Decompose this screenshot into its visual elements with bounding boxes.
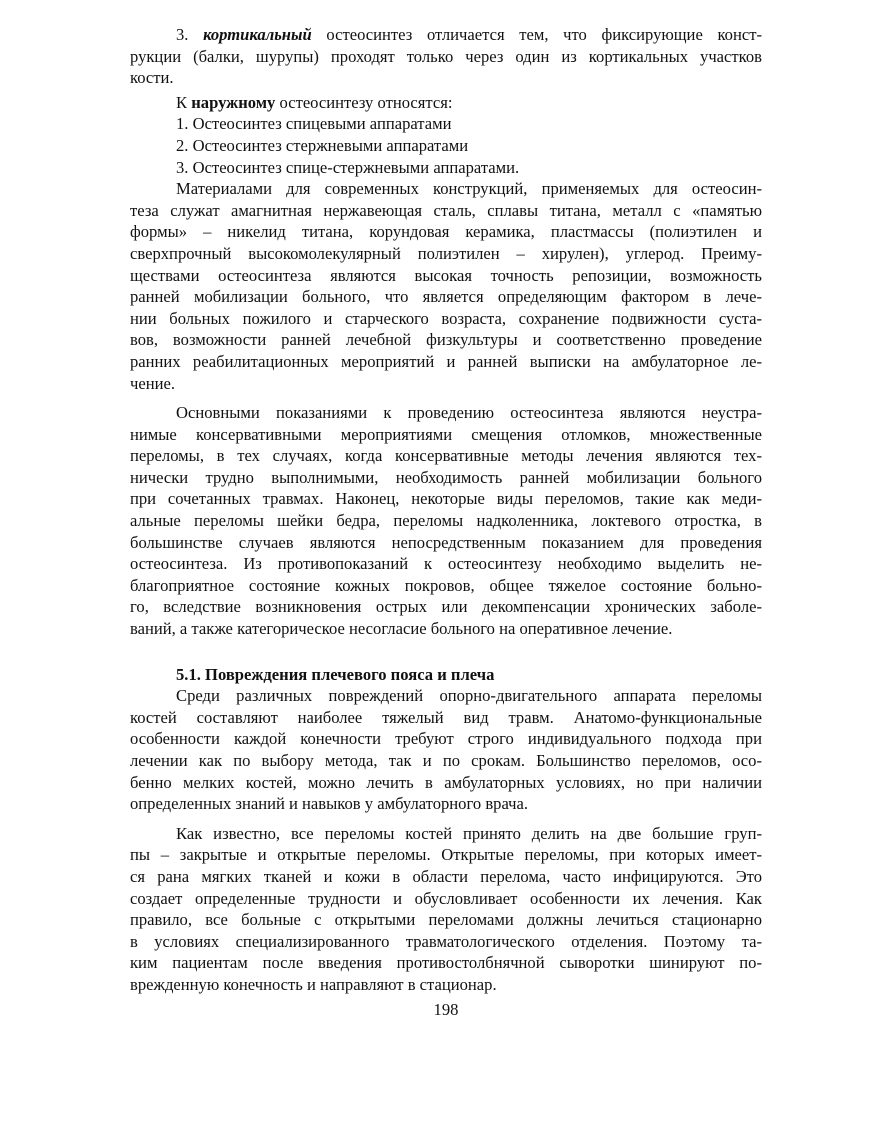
text-line: лечении как по выбору метода, так и по срокам. Большинство переломов, осо-	[130, 751, 762, 770]
paragraph-fractures-overview	[130, 685, 762, 815]
list-item: 1. Остеосинтез спицевыми аппаратами	[176, 114, 452, 134]
text-line: ществами остеосинтеза являются высокая точность репозиции, возможность	[130, 265, 762, 285]
text-line: го, вследствие возникновения острых или декомпенсации хронических заболе-	[130, 597, 762, 617]
text-line: Материалами для современных конструкций, применяемых для остеосин-	[176, 179, 762, 199]
text-line: Среди различных повреждений опорно-двигательного аппарата переломы	[176, 686, 762, 706]
text-line: при сочетанных травмах. Наконец, некоторые виды переломов, такие как меди-	[130, 489, 762, 509]
text-line: рукции (балки, шурупы) проходят только через один из кортикальных участков	[130, 46, 762, 66]
text-line: ся рана мягких тканей и кожи в области перелома, часто инфицируются. Это	[130, 866, 762, 886]
page-number: 198	[433, 1000, 459, 1019]
text-line: ранних реабилитационных мероприятий и ранней выписки на амбулаторное ле-	[130, 351, 762, 371]
text-line: ранней мобилизации больного, что является определяющим фактором в лече-	[130, 287, 762, 307]
text-line: формы» – никелид титана, корундовая керамика, пластмассы (полиэтилен и	[130, 222, 762, 242]
text-line: альные переломы шейки бедра, переломы надколенника, локтевого отростка, в	[130, 511, 762, 531]
text-line: костей составляют наиболее тяжелый вид травм. Анатомо-функциональные	[130, 707, 762, 727]
list-number: 3.	[176, 25, 204, 44]
text-line: пы – закрытые и открытые переломы. Открытые переломы, при которых имеет-	[130, 845, 762, 865]
text-line: остеосинтеза. Из противопоказаний к остеосинтезу необходимо выделить не-	[130, 554, 762, 574]
text-line: кости.	[130, 68, 174, 88]
text-line: вов, возможности ранней лечебной физкультуры и соответственно проведение	[130, 330, 762, 350]
text-line	[130, 92, 762, 114]
text-line: Основными показаниями к проведению остеосинтеза являются неустра-	[176, 403, 762, 423]
text-fragment: остеосинтез отличается тем, что фиксирующие конст-	[311, 25, 762, 44]
text-line: в условиях специализированного травматологического отделения. Поэтому та-	[130, 931, 762, 951]
list-item: 2. Остеосинтез стержневыми аппаратами	[176, 135, 469, 155]
text-line: особенности каждой конечности требуют строго индивидуального подхода при	[130, 729, 762, 749]
text-line: нимые консервативными мероприятиями смещения отломков, множественные	[130, 424, 762, 444]
paragraph-external-intro	[130, 92, 762, 114]
text-fragment: остеосинтезу относятся:	[275, 92, 453, 112]
text-line: нически трудно выполнимыми, необходимость ранней мобилизации больного	[130, 467, 762, 487]
text-line: бенно мелких костей, можно лечить в амбулаторных условиях, но при наличии	[130, 772, 762, 792]
text-line: ваний, а также категорическое несогласие больного на оперативное лечение.	[130, 619, 673, 639]
text-fragment: К	[176, 92, 192, 112]
text-line: определенных знаний и навыков у амбулаторного врача.	[130, 794, 529, 814]
text-line: переломы, в тех случаях, когда консервативные методы лечения являются тех-	[130, 446, 762, 466]
emphasized-term: наружному	[191, 92, 276, 112]
list-item: 3. Остеосинтез спице-стержневыми аппаратами.	[176, 157, 520, 177]
page-body	[130, 24, 762, 996]
section-title: 5.1. Повреждения плечевого пояса и плеча	[176, 664, 495, 684]
text-line: создает определенные трудности и обусловливает особенности их лечения. Как	[130, 888, 762, 908]
text-line: правило, все больные с открытыми переломами должны лечиться стационарно	[130, 910, 762, 930]
text-line: чение.	[130, 373, 175, 393]
text-line: теза служат амагнитная нержавеющая сталь, сплавы титана, металл с «памятью	[130, 200, 762, 220]
paragraph-open-closed-fractures	[130, 823, 762, 996]
text-line: врежденную конечность и направляют в стационар.	[130, 974, 497, 994]
paragraph-cortical	[130, 24, 762, 89]
text-line: ким пациентам после введения противостолбнячной сыворотки шинируют по-	[130, 953, 762, 973]
emphasized-term: кортикальный	[203, 25, 312, 44]
section-heading	[130, 664, 762, 686]
text-line: большинстве случаев являются непосредственным показанием для проведения	[130, 532, 762, 552]
text-line: сверхпрочный высокомолекулярный полиэтилен – хирулен), углерод. Преиму-	[130, 243, 762, 263]
numbered-list	[130, 113, 762, 178]
paragraph-materials	[130, 178, 762, 394]
text-line: Как известно, все переломы костей принято делить на две большие груп-	[176, 823, 762, 843]
paragraph-indications	[130, 402, 762, 640]
text-line: нии больных пожилого и старческого возраста, сохранение подвижности суста-	[130, 308, 762, 328]
text-line	[130, 24, 762, 46]
text-line: благоприятное состояние кожных покровов, общее тяжелое состояние больно-	[130, 575, 762, 595]
